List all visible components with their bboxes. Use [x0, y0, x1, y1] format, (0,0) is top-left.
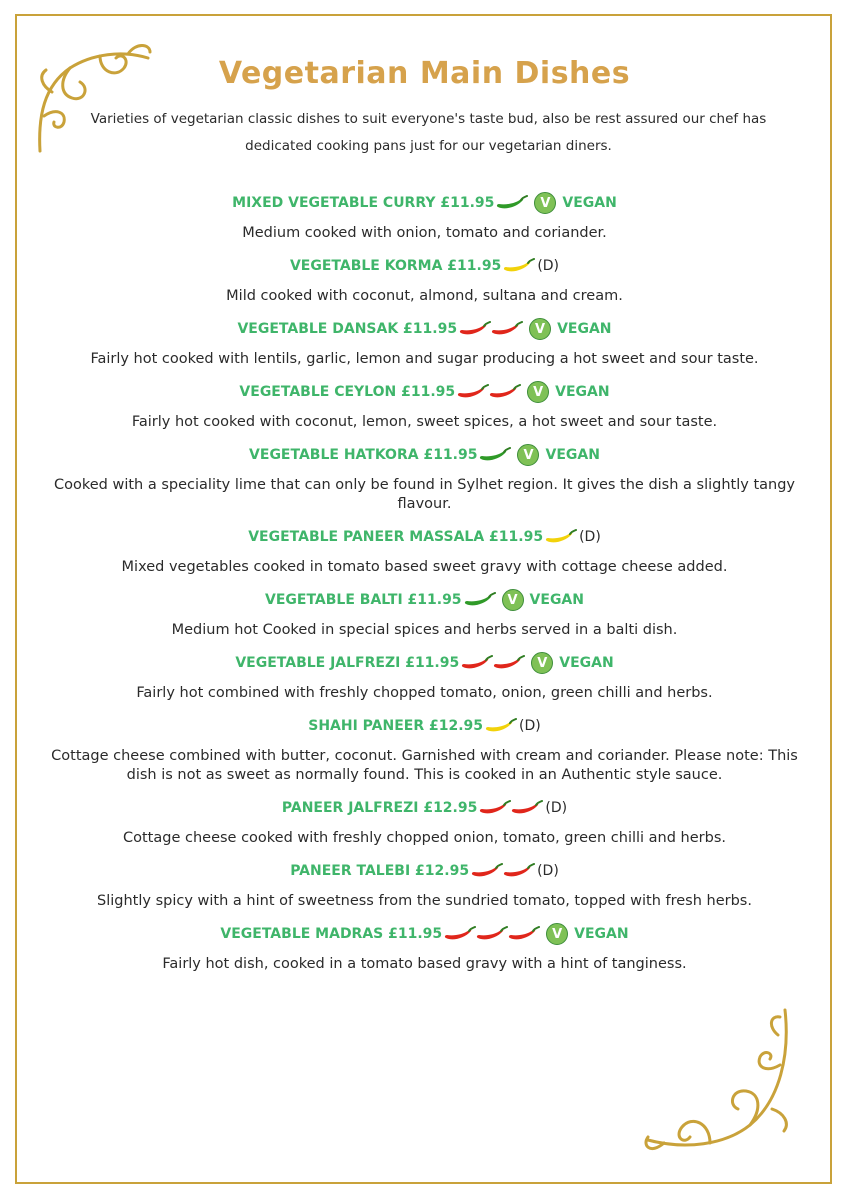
dish-description: Slightly spicy with a hint of sweetness from the sundried tomato, topped with fresh herbs.: [97, 893, 752, 909]
dish-name-price: VEGETABLE BALTI £11.95: [265, 592, 462, 608]
dish-name-price: VEGETABLE CEYLON £11.95: [239, 384, 456, 400]
dish-name-price: VEGETABLE JALFREZI £11.95: [235, 655, 460, 671]
chili-red-icon: [508, 926, 540, 942]
dish-name-price: PANEER TALEBI £12.95: [290, 863, 470, 879]
page-title: Vegetarian Main Dishes: [218, 56, 631, 91]
vegan-label: VEGAN: [555, 384, 610, 400]
dairy-marker: (D): [579, 529, 601, 545]
chili-red-icon: [459, 321, 491, 337]
chili-yellow-icon: [485, 718, 517, 734]
dish-name-price: VEGETABLE DANSAK £11.95: [237, 321, 458, 337]
chili-rating: [461, 655, 525, 671]
vegan-icon: V: [502, 589, 524, 611]
vegan-label: VEGAN: [545, 447, 600, 463]
chili-red-icon: [511, 800, 543, 816]
dish-heading: [40, 186, 809, 220]
vegan-icon: V: [527, 381, 549, 403]
dish-name-price: SHAHI PANEER £12.95: [308, 718, 484, 734]
vegan-label: VEGAN: [529, 592, 584, 608]
chili-rating: [503, 258, 535, 274]
dairy-marker: (D): [545, 800, 568, 816]
dish-item: [40, 375, 809, 438]
dish-heading: [40, 312, 809, 346]
chili-rating: [496, 195, 528, 211]
dish-name-price: MIXED VEGETABLE CURRY £11.95: [232, 195, 495, 211]
dish-description: Mild cooked with coconut, almond, sultana and cream.: [226, 288, 623, 304]
dish-heading: [40, 249, 809, 283]
chili-green-icon: [464, 592, 496, 608]
dish-item: [40, 709, 809, 791]
dish-item: [40, 791, 809, 854]
dish-item: [40, 312, 809, 375]
dish-heading: [40, 438, 809, 472]
dish-name-price: PANEER JALFREZI £12.95: [281, 800, 478, 816]
vegan-icon: V: [529, 318, 551, 340]
dish-name-price: VEGETABLE MADRAS £11.95: [220, 926, 443, 942]
intro-text: Varieties of vegetarian classic dishes to suit everyone's taste bud, also be rest assured our chef has dedicated cooking pans just for our vegetarian diners.: [90, 111, 767, 154]
chili-green-icon: [479, 447, 511, 463]
chili-rating: [457, 384, 521, 400]
chili-red-icon: [476, 926, 508, 942]
chili-rating: [459, 321, 523, 337]
chili-red-icon: [461, 655, 493, 671]
dish-description: Fairly hot combined with freshly chopped tomato, onion, green chilli and herbs.: [136, 685, 713, 701]
dish-item: [40, 438, 809, 520]
chili-red-icon: [479, 800, 511, 816]
dish-description: Fairly hot cooked with coconut, lemon, sweet spices, a hot sweet and sour taste.: [131, 414, 718, 430]
vegan-label: VEGAN: [559, 655, 614, 671]
dish-item: [40, 186, 809, 249]
corner-ornament-bottom-right: [640, 1005, 795, 1160]
dish-heading: [40, 917, 809, 951]
dish-description: Fairly hot cooked with lentils, garlic, lemon and sugar producing a hot sweet and sour taste.: [90, 351, 759, 367]
chili-green-icon: [496, 195, 528, 211]
dish-list: [40, 186, 809, 980]
dish-heading: [40, 854, 809, 888]
dairy-marker: (D): [537, 863, 559, 879]
dish-heading: [40, 375, 809, 409]
chili-rating: [444, 926, 540, 942]
chili-rating: [545, 529, 577, 545]
dish-heading: [40, 520, 809, 554]
chili-rating: [485, 718, 517, 734]
chili-red-icon: [489, 384, 521, 400]
dish-description: Cooked with a speciality lime that can only be found in Sylhet region. It gives the dish a slightly tangy flavour.: [54, 477, 795, 512]
dish-description: Cottage cheese cooked with freshly chopped onion, tomato, green chilli and herbs.: [123, 830, 726, 846]
vegan-icon: V: [517, 444, 539, 466]
dish-item: [40, 249, 809, 312]
chili-red-icon: [444, 926, 476, 942]
dish-heading: [40, 791, 809, 825]
dish-heading: [40, 583, 809, 617]
chili-red-icon: [493, 655, 525, 671]
dish-description: Medium hot Cooked in special spices and herbs served in a balti dish.: [171, 622, 678, 638]
dish-heading: [40, 709, 809, 743]
dish-item: [40, 520, 809, 583]
dish-name-price: VEGETABLE HATKORA £11.95: [249, 447, 478, 463]
dish-item: [40, 646, 809, 709]
dish-item: [40, 583, 809, 646]
vegan-label: VEGAN: [574, 926, 629, 942]
chili-red-icon: [471, 863, 503, 879]
dish-name-price: VEGETABLE KORMA £11.95: [289, 258, 502, 274]
chili-red-icon: [457, 384, 489, 400]
chili-rating: [471, 863, 535, 879]
chili-red-icon: [491, 321, 523, 337]
dish-item: [40, 854, 809, 917]
dish-heading: [40, 646, 809, 680]
dish-name-price: VEGETABLE PANEER MASSALA £11.95: [248, 529, 544, 545]
dish-description: Medium cooked with onion, tomato and coriander.: [242, 225, 607, 241]
chili-red-icon: [503, 863, 535, 879]
dairy-marker: (D): [519, 718, 541, 734]
chili-rating: [479, 447, 511, 463]
vegan-icon: V: [531, 652, 553, 674]
chili-rating: [464, 592, 496, 608]
vegan-icon: V: [534, 192, 556, 214]
vegan-label: VEGAN: [557, 321, 612, 337]
dish-item: [40, 917, 809, 980]
chili-yellow-icon: [545, 529, 577, 545]
chili-yellow-icon: [503, 258, 535, 274]
vegan-icon: V: [546, 923, 568, 945]
vegan-label: VEGAN: [562, 195, 617, 211]
dish-description: Mixed vegetables cooked in tomato based sweet gravy with cottage cheese added.: [121, 559, 728, 575]
dairy-marker: (D): [537, 258, 560, 274]
dish-description: Cottage cheese combined with butter, coconut. Garnished with cream and coriander. Please note: This dish is not as sweet as normally found. This is cooked in an Authentic style sauce.: [51, 748, 798, 783]
dish-description: Fairly hot dish, cooked in a tomato based gravy with a hint of tanginess.: [162, 956, 687, 972]
chili-rating: [479, 800, 543, 816]
